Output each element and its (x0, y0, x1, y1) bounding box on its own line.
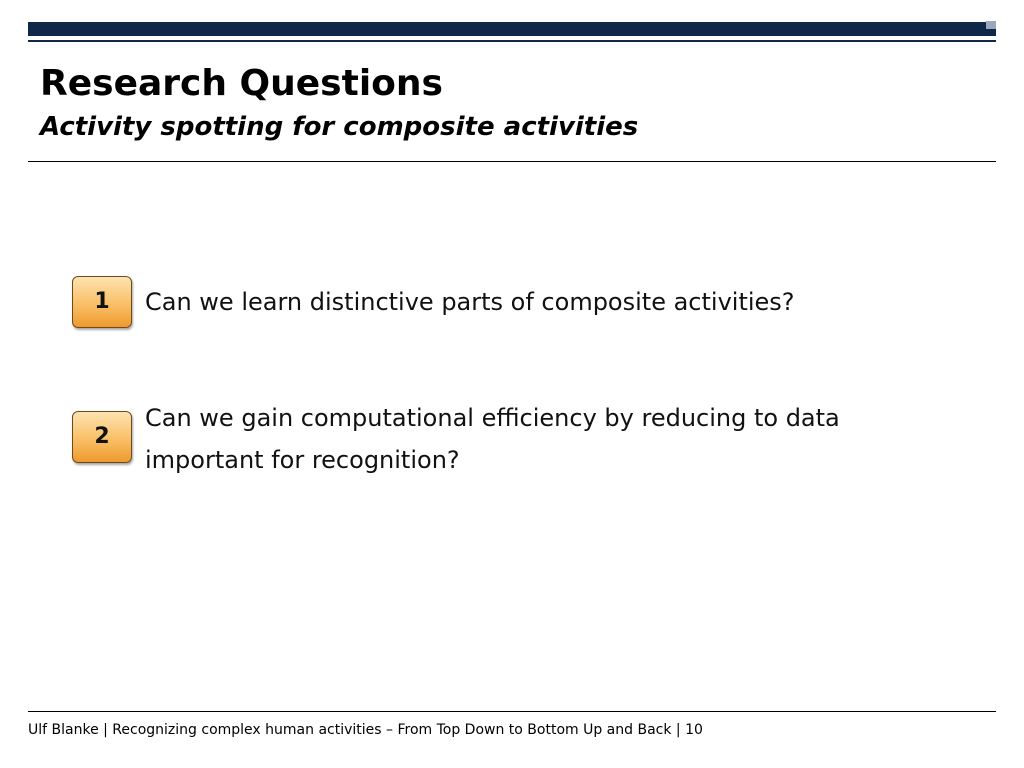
slide-subtitle: Activity spotting for composite activities (40, 112, 639, 142)
footer-divider (28, 711, 996, 712)
header-bar (28, 22, 996, 36)
question-number-badge: 1 (72, 276, 132, 328)
question-number-badge: 2 (72, 411, 132, 463)
header-rule-top (28, 40, 996, 42)
header-bar-accent (986, 21, 996, 29)
question-text: Can we learn distinctive parts of composite activities? (145, 288, 795, 316)
slide-title: Research Questions (40, 63, 443, 104)
footer-text: Ulf Blanke | Recognizing complex human activities – From Top Down to Bottom Up and Back | 10 (28, 722, 703, 738)
header-divider (28, 161, 996, 162)
question-text: Can we gain computational efficiency by reducing to data important for recognition? (145, 404, 840, 474)
